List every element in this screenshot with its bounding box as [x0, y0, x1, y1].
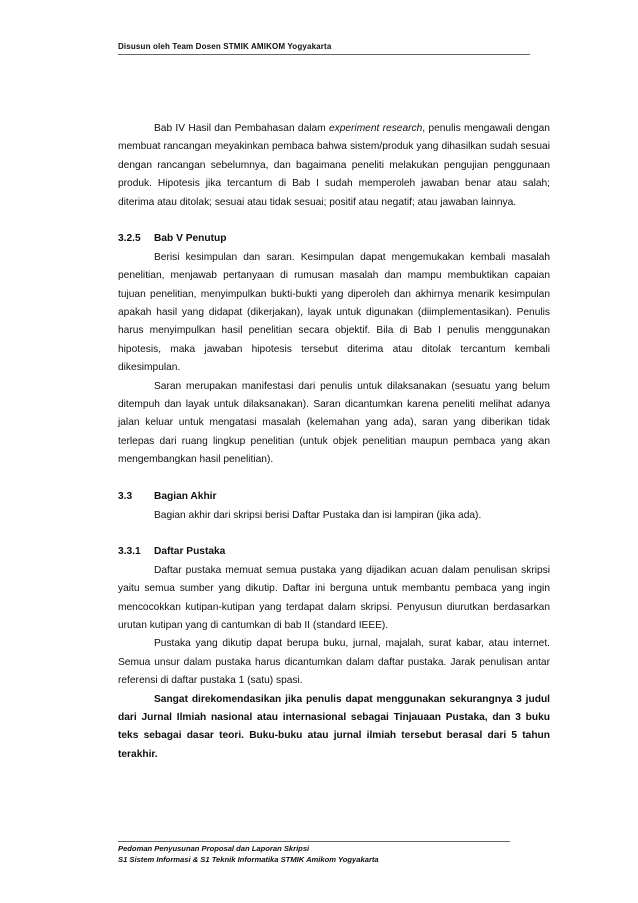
paragraph-rekomendasi: Sangat direkomendasikan jika penulis dapat menggunakan sekurangnya 3 judul dari Jurnal Ilmiah nasional atau internasional sebagai Tinjauaan Pustaka, dan 3 buku teks sebagai dasar teori. Buku-buku atau jurnal ilmiah tersebut berasal dari 5 tahun terakhir.	[118, 693, 550, 760]
body-text	[118, 120, 550, 764]
page-footer	[118, 844, 538, 865]
paragraph-kesimpulan: Berisi kesimpulan dan saran. Kesimpulan dapat mengemukakan kembali masalah penelitian, menjawab pertanyaan di rumusan masalah dan mampu membuktikan capaian tujuan penelitian, menyimpulkan bukti-bukti yang diperoleh dan akhirnya menarik kesimpulan apakah hasil yang didapat (dikerjakan), layak untuk digunakan (diimplementasikan). Penulis harus menyimpulkan hasil penelitian secara objektif. Bila di Bab I penulis menggunakan hipotesis, maka jawaban hipotesis tersebut diterima atau ditolak tercantum kembali dikesimpulan.	[118, 251, 550, 374]
section-title: Bagian Akhir	[154, 491, 217, 503]
section-heading-3-3-1	[118, 543, 550, 561]
header-rule	[118, 54, 530, 55]
paragraph-pustaka-dikutip: Pustaka yang dikutip dapat berupa buku, jurnal, majalah, surat kabar, atau internet. Semua unsur dalam pustaka harus dicantumkan dalam daftar pustaka. Jarak penulisan antar referensi di daftar pustaka 1 (satu) spasi.	[118, 638, 550, 687]
paragraph-bagian-akhir: Bagian akhir dari skripsi berisi Daftar Pustaka dan isi lampiran (jika ada).	[154, 509, 482, 521]
section-number: 3.3.1	[118, 546, 141, 558]
footer-rule	[118, 841, 510, 842]
page-header: Disusun oleh Team Dosen STMIK AMIKOM Yogyakarta	[118, 42, 332, 51]
section-title: Bab V Penutup	[154, 233, 227, 245]
paragraph-saran: Saran merupakan manifestasi dari penulis untuk dilaksanakan (sesuatu yang belum ditempuh dan layak untuk dilaksanakan). Saran dicantumkan karena peneliti melihat adanya jalan keluar untuk mengatasi masalah (kelemahan yang ada), saran yang diberikan tidak terlepas dari ruang lingkup penelitian (untuk objek penelitian maupun pembaca yang akan mengembangkan hasil penelitian).	[118, 380, 550, 466]
intro-italic-term: experiment research	[328, 123, 423, 134]
intro-text-before: Bab IV Hasil dan Pembahasan dalam	[154, 123, 329, 134]
section-number: 3.3	[118, 491, 133, 503]
intro-paragraph	[118, 120, 550, 212]
footer-line-1: Pedoman Penyusunan Proposal dan Laporan Skripsi	[118, 844, 310, 853]
section-heading-3-3	[118, 488, 550, 506]
section-number: 3.2.5	[118, 233, 141, 245]
section-title: Daftar Pustaka	[154, 546, 226, 558]
footer-line-2: S1 Sistem Informasi & S1 Teknik Informatika STMIK Amikom Yogyakarta	[118, 854, 379, 864]
section-heading-3-2-5	[118, 230, 550, 248]
paragraph-daftar-pustaka: Daftar pustaka memuat semua pustaka yang dijadikan acuan dalam penulisan skripsi yaitu semua sumber yang dikutip. Daftar ini berguna untuk membantu pembaca yang ingin mencocokkan kutipan-kutipan yang terdapat dalam skripsi. Penyusun diurutkan berdasarkan urutan kutipan yang di cantumkan di bab II (standard IEEE).	[118, 564, 550, 631]
intro-text-after: , penulis mengawali dengan membuat rancangan meyakinkan pembaca bahwa sistem/produk yang dihasilkan sudah sesuai dengan rancangan sebelumnya, dan bagaimana peneliti melakukan pengujian penggunaan produk. Hipotesis jika tercantum di Bab I sudah memperoleh jawaban benar atau salah; diterima atau ditolak; sesuai atau tidak sesuai; positif atau negatif; atau jawaban lainnya.	[118, 123, 550, 208]
